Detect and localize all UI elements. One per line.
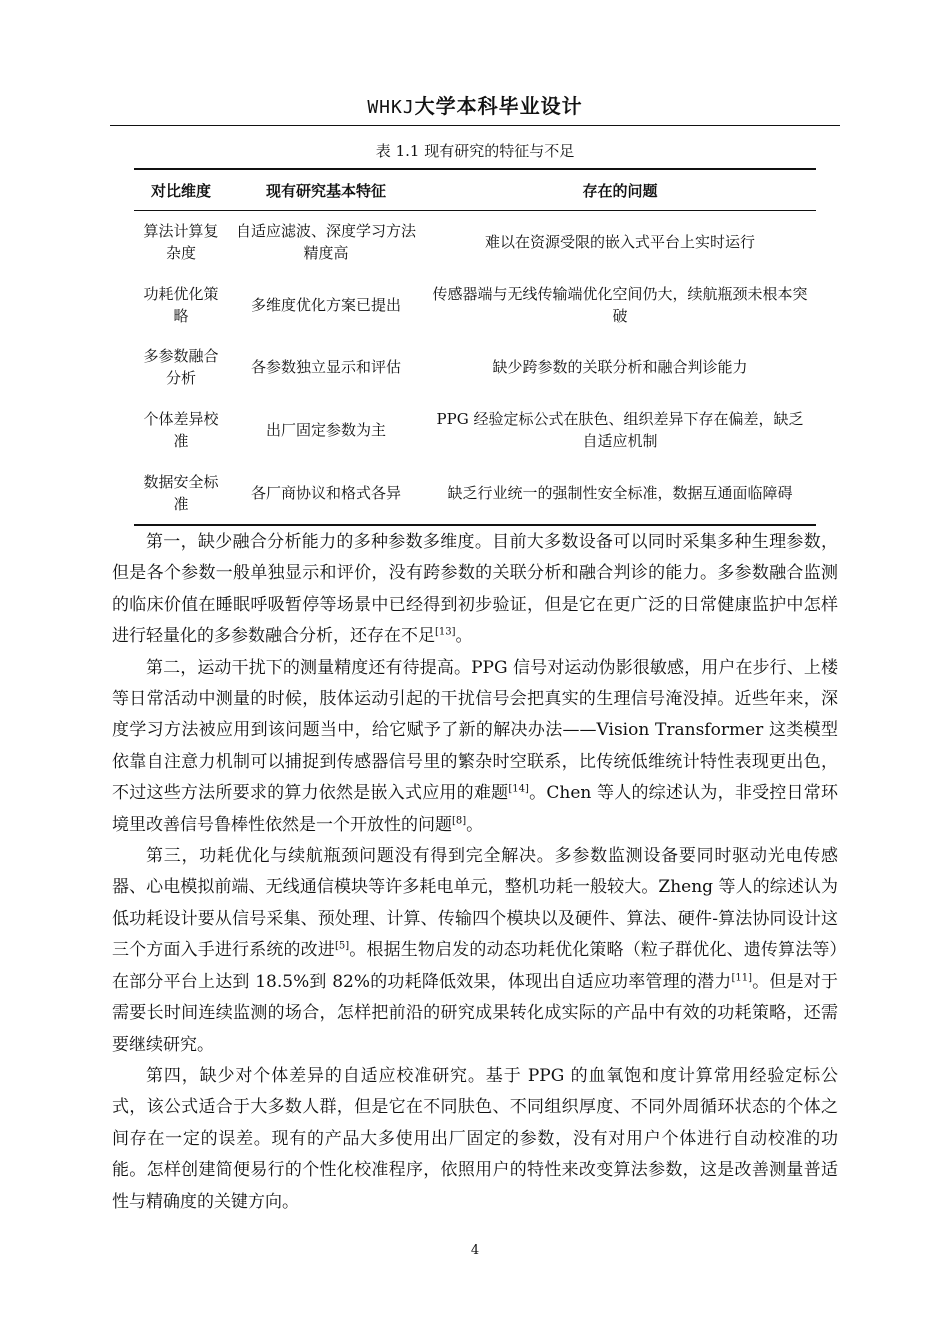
header-title: 大学本科毕业设计 (414, 94, 583, 118)
table-row (134, 211, 816, 274)
citation: [8] (452, 815, 467, 826)
table-cell: 难以在资源受限的嵌入式平台上实时运行 (484, 233, 755, 252)
table-cell: 多维度优化方案已提出 (250, 295, 401, 314)
paragraph-1 (112, 527, 838, 653)
paragraph-text: 。但是对于需要长时间连续监测的场合，怎样把前沿的研究成果转化成实际的产品中有效的功耗策略，还需要继续研究。 (112, 971, 838, 1055)
table-cell: 数据安全标准 (134, 461, 228, 525)
table-row (134, 461, 816, 525)
table-header-row (134, 169, 816, 211)
table-caption: 表 1.1 现有研究的特征与不足 (375, 142, 575, 160)
paragraph-3 (112, 841, 838, 1061)
body-text (112, 527, 838, 1218)
table-cell: 算法计算复杂度 (143, 222, 219, 263)
page-number: 4 (470, 1243, 480, 1258)
paragraph-text: 第四，缺少对个体差异的自适应校准研究。基于 PPG 的血氧饱和度计算常用经验定标公式，该公式适合于大多数人群，但是它在不同肤色、不同组织厚度、不同外周循环状态的个体之间存在一定的误差。现有的产品大多使用出厂固定的参数，没有对用户个体进行自动校准的功能。怎样创建简便易行的个性化校准程序，依照用户的特性来改变算法参数，这是改善测量普适性与精确度的关键方向。 (112, 1065, 838, 1212)
table-cell: 各厂商协议和格式各异 (228, 461, 424, 525)
table-cell: 个体差异校准 (143, 410, 219, 451)
column-header: 对比维度 (134, 169, 228, 211)
paragraph-text: 。根据生物启发的动态功耗优化策略（粒子群优化、遗传算法等）在部分平台上达到 18.5%到 82%的功耗降低效果，体现出自适应功率管理的潜力 (112, 940, 839, 992)
paragraph-4 (112, 1061, 838, 1218)
table-row (134, 274, 816, 337)
header-latin: WHKJ (367, 97, 415, 118)
citation: [5] (334, 940, 350, 952)
paragraph-text: 第二，运动干扰下的测量精度还有待提高。PPG 信号对运动伪影很敏感，用户在步行、上楼等日常活动中测量的时候，肢体运动引起的干扰信号会把真实的生理信号淹没掉。近些年来，深度学习方法被应用到该问题当中，给它赋予了新的解决办法——Vision Transformer 这类模型依靠自注意力机制可以捕捉到传感器信号里的繁杂时空联系，比传统低维统计特性表现更出色，不过这些方法所要求的算力依然是嵌入式应用的难题 (112, 657, 838, 804)
table-cell: 自适应滤波、深度学习方法精度高 (235, 222, 416, 263)
column-header: 现有研究基本特征 (228, 169, 424, 211)
table-cell: 功耗优化策略 (143, 284, 219, 325)
table-cell: 缺乏行业统一的强制性安全标准，数据互通面临障碍 (424, 461, 816, 525)
paragraph-text: 第一，缺少融合分析能力的多种参数多维度。目前大多数设备可以同时采集多种生理参数，但是各个参数一般单独显示和评价，没有跨参数的关联分析和融合判诊的能力。多参数融合监测的临床价值在睡眠呼吸暂停等场景中已经得到初步验证，但是它在更广泛的日常健康监护中怎样进行轻量化的多参数融合分析，还存在不足 (112, 532, 838, 647)
table-row (134, 399, 816, 462)
table-cell: 多参数融合分析 (143, 347, 219, 388)
paragraph-text: 。Chen 等人的综述认为，非受控日常环境里改善信号鲁棒性依然是一个开放性的问题 (112, 783, 839, 835)
column-header: 存在的问题 (424, 169, 816, 211)
paragraph-text: 第三，功耗优化与续航瓶颈问题没有得到完全解决。多参数监测设备要同时驱动光电传感器、心电模拟前端、无线通信模块等许多耗电单元，整机功耗一般较大。Zheng 等人的综述认为低功耗设计要从信号采集、预处理、计算、传输四个模块以及硬件、算法、硬件-算法协同设计这三个方面入手进行系统的改进 (112, 846, 838, 961)
paragraph-text: 。 (466, 814, 484, 835)
table-cell: 各参数独立显示和评估 (250, 358, 401, 377)
paragraph-2 (112, 653, 838, 841)
table-cell: PPG 经验定标公式在肤色、组织差异下存在偏差，缺乏自适应机制 (436, 410, 804, 451)
citation: [11] (731, 972, 752, 984)
table-row (134, 336, 816, 399)
table-cell: 传感器端与无线传输端优化空间仍大，续航瓶颈未根本突破 (432, 284, 808, 325)
table-cell: 出厂固定参数为主 (265, 421, 386, 440)
paragraph-text: 。 (455, 626, 473, 647)
citation: [13] (435, 626, 456, 638)
page-header (110, 92, 840, 122)
table-cell: 缺少跨参数的关联分析和融合判诊能力 (492, 358, 748, 377)
header-rule (110, 125, 840, 126)
research-table (134, 168, 816, 526)
citation: [14] (508, 783, 529, 795)
